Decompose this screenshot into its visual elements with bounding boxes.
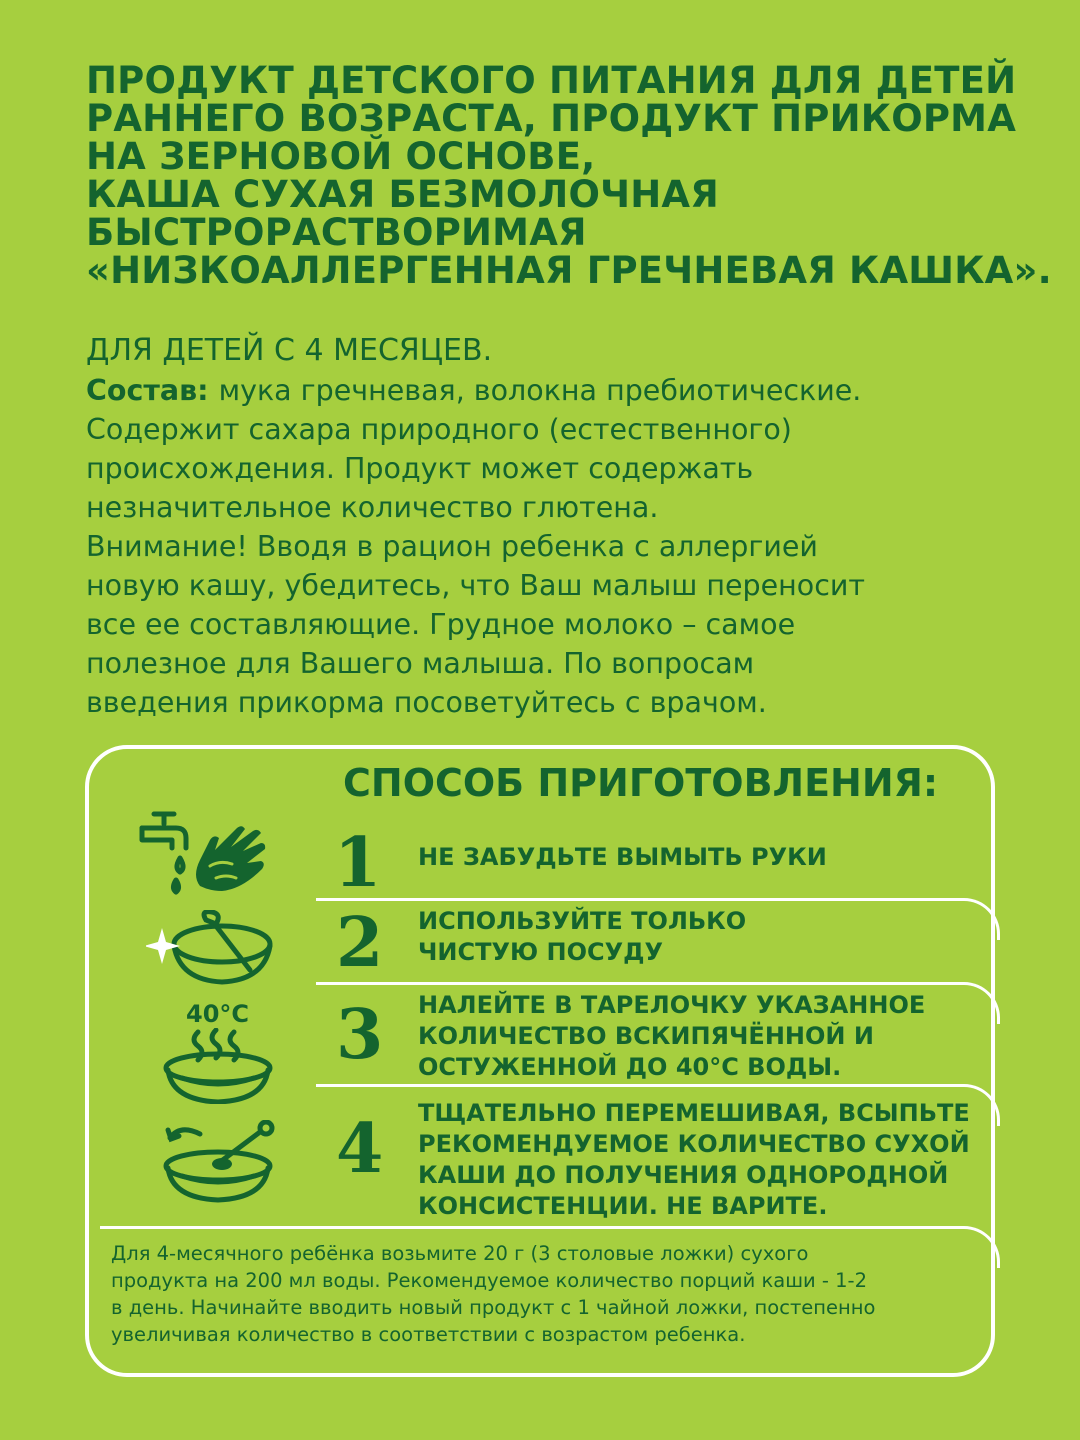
composition-line (86, 371, 995, 410)
product-title (86, 59, 1052, 292)
step-line: НЕ ЗАБУДЬТЕ ВЫМЫТЬ РУКИ (418, 843, 827, 871)
step-line: ЧИСТУЮ ПОСУДУ (418, 938, 663, 966)
step-1-text (418, 842, 827, 873)
step-number: 3 (336, 995, 384, 1075)
title-line: «НИЗКОАЛЛЕРГЕННАЯ ГРЕЧНЕВАЯ КАШКА». (86, 249, 1052, 292)
warning-text: введения прикорма посоветуйтесь с врачом. (86, 686, 767, 719)
step-2-text (418, 906, 746, 968)
dosage-line: продукта на 200 мл воды. Рекомендуемое количество порций каши - 1-2 (111, 1269, 867, 1292)
steaming-bowl-icon (160, 1028, 276, 1104)
composition-text: мука гречневая, волокна пребиотические. (218, 374, 862, 407)
warning-text: полезное для Вашего малыша. По вопросам (86, 647, 755, 680)
step-line (418, 1191, 966, 1222)
dosage-line: увеличивая количество в соответствии с возрастом ребенка. (111, 1323, 746, 1346)
preparation-heading: СПОСОБ ПРИГОТОВЛЕНИЯ: (343, 761, 939, 805)
dosage-line: в день. Начинайте вводить новый продукт с 1 чайной ложки, постепенно (111, 1296, 876, 1319)
composition-line (86, 449, 995, 488)
warning-text: Внимание! Вводя в рацион ребенка с аллергией (86, 530, 818, 563)
warning-line (86, 605, 995, 644)
step-divider (316, 982, 956, 985)
stirring-bowl-icon (160, 1120, 280, 1204)
title-line: КАША СУХАЯ БЕЗМОЛОЧНАЯ (86, 173, 719, 216)
step-number: 4 (336, 1109, 384, 1189)
step-line (418, 1160, 966, 1191)
warning-line (86, 527, 995, 566)
composition-line (86, 488, 995, 527)
step-divider (316, 898, 956, 901)
step-line-text: КАШИ ДО ПОЛУЧЕНИЯ ОДНОРОДНОЙ (418, 1161, 949, 1189)
sparkling-bowl-spoon-icon (146, 910, 276, 990)
composition-text: незначительное количество глютена. (86, 491, 659, 524)
step-number: 2 (336, 903, 384, 983)
temperature-label: 40°C (186, 1000, 250, 1028)
warning-text: новую кашу, убедитесь, что Ваш малыш переносит (86, 569, 866, 602)
title-line: БЫСТРОРАСТВОРИМАЯ (86, 211, 587, 254)
step-line-text: РЕКОМЕНДУЕМОЕ КОЛИЧЕСТВО СУХОЙ (418, 1130, 970, 1158)
title-line: РАННЕГО ВОЗРАСТА, ПРОДУКТ ПРИКОРМА (86, 97, 1017, 140)
step-line-text: ТЩАТЕЛЬНО ПЕРЕМЕШИВАЯ, ВСЫПЬТЕ (418, 1099, 970, 1127)
warning-line (86, 644, 995, 683)
step-3-text (418, 990, 925, 1083)
dosage-instructions (111, 1240, 969, 1348)
step-4-text (418, 1098, 970, 1222)
warning-line (86, 566, 995, 605)
step-divider (100, 1226, 960, 1229)
dosage-line: Для 4-месячного ребёнка возьмите 20 г (3 столовые ложки) сухого (111, 1242, 809, 1265)
warning-text: все ее составляющие. Грудное молоко – самое (86, 608, 796, 641)
step-divider (316, 1084, 956, 1087)
warning-line (86, 683, 995, 722)
composition-text: Содержит сахара природного (естественного) (86, 413, 792, 446)
faucet-hands-icon (136, 808, 272, 896)
step-line (418, 1098, 970, 1129)
composition-text: происхождения. Продукт может содержать (86, 452, 754, 485)
composition-and-warning (86, 371, 995, 722)
step-line (418, 1129, 970, 1160)
step-line: НАЛЕЙТЕ В ТАРЕЛОЧКУ УКАЗАННОЕ (418, 991, 926, 1019)
step-line: ИСПОЛЬЗУЙТЕ ТОЛЬКО (418, 907, 747, 935)
step-line-text: КОНСИСТЕНЦИИ. НЕ ВАРИТЕ. (418, 1192, 828, 1220)
composition-label: Состав: (86, 374, 209, 407)
title-line: НА ЗЕРНОВОЙ ОСНОВЕ, (86, 135, 596, 178)
step-line: ОСТУЖЕННОЙ ДО 40°С ВОДЫ. (418, 1053, 842, 1081)
age-recommendation: ДЛЯ ДЕТЕЙ С 4 МЕСЯЦЕВ. (86, 333, 493, 368)
step-number: 1 (334, 823, 382, 903)
step-line: КОЛИЧЕСТВО ВСКИПЯЧЁННОЙ И (418, 1022, 874, 1050)
title-line: ПРОДУКТ ДЕТСКОГО ПИТАНИЯ ДЛЯ ДЕТЕЙ (86, 59, 1017, 102)
composition-line (86, 410, 995, 449)
